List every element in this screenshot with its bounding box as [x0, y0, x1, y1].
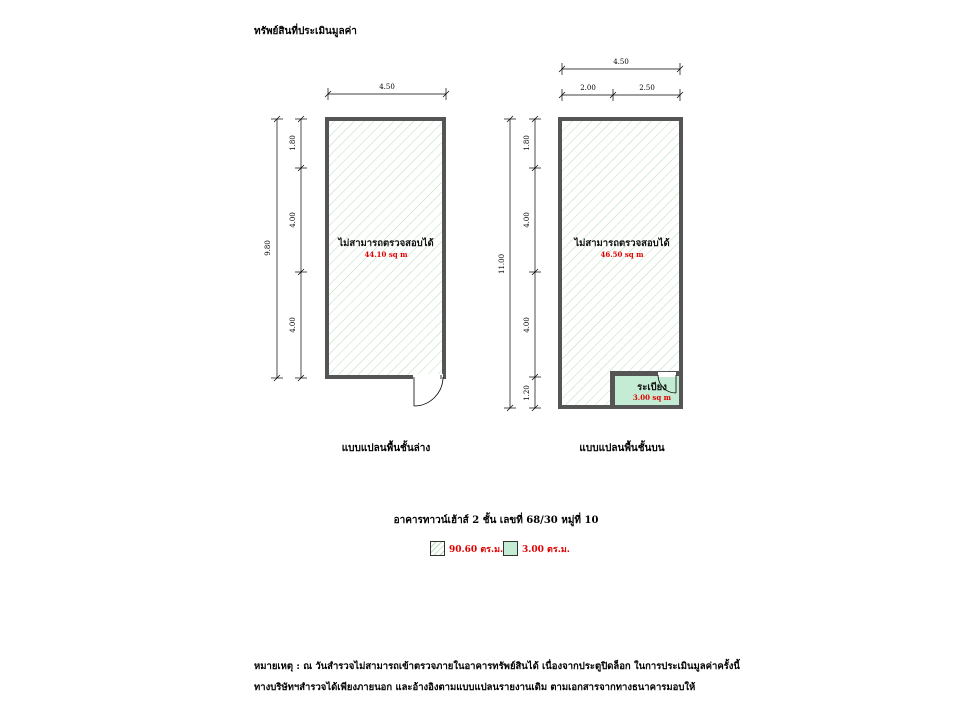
- legend-total-area: 90.60 ตร.ม.: [449, 545, 504, 555]
- balcony-area-label: 3.00 sq m: [632, 393, 672, 402]
- upper-sub-width-1-label: 2.00: [580, 84, 596, 92]
- ground-segment-3-label: 4.00: [289, 317, 297, 333]
- ground-segment-1-label: 1.80: [289, 135, 297, 151]
- ground-width-label: 4.50: [379, 83, 395, 91]
- ground-room-area: 44.10 sq m: [364, 250, 408, 259]
- note-line-2: ทางบริษัทฯสำรวจได้เพียงภายนอก และอ้างอิงตามแบบแปลนรายงานเดิม ตามเอกสารจากทางธนาคารมอบให้: [254, 682, 696, 693]
- ground-segment-dimension: [295, 116, 307, 381]
- upper-segment-2-label: 4.00: [523, 212, 531, 228]
- ground-room-label: ไม่สามารถตรวจสอบได้: [338, 238, 434, 249]
- ground-segment-2-label: 4.00: [289, 212, 297, 228]
- upper-width-label: 4.50: [613, 58, 629, 66]
- upper-total-height-label: 11.00: [498, 253, 506, 275]
- upper-segment-3-label: 4.00: [523, 317, 531, 333]
- ground-total-height-dimension: [271, 116, 283, 381]
- legend-balcony-swatch: [503, 541, 518, 556]
- ground-total-height-label: 9.80: [264, 240, 272, 256]
- upper-segment-4-label: 1.20: [523, 385, 531, 401]
- upper-floor-title: แบบแปลนพื้นชั้นบน: [579, 443, 665, 454]
- ground-floor-plan: [264, 83, 449, 406]
- ground-door-opening: [413, 374, 443, 380]
- note-line-1: หมายเหตุ : ณ วันสำรวจไม่สามารถเข้าตรวจภายในอาคารทรัพย์สินได้ เนื่องจากประตูปิดล็อก ในการประเมินมูลค่าครั้งนี้: [254, 661, 740, 672]
- legend-hatch-swatch: [430, 541, 445, 556]
- upper-segment-1-label: 1.80: [523, 135, 531, 151]
- upper-room-label: ไม่สามารถตรวจสอบได้: [574, 238, 670, 249]
- upper-floor-plan: [498, 58, 683, 411]
- building-caption: อาคารทาวน์เฮ้าส์ 2 ชั้น เลขที่ 68/30 หมู่ที่ 10: [393, 515, 599, 526]
- page-title: ทรัพย์สินที่ประเมินมูลค่า: [254, 26, 357, 37]
- upper-segment-dimension: [529, 116, 541, 411]
- upper-sub-width-dimension: [559, 89, 683, 101]
- upper-room-area: 46.50 sq m: [600, 250, 644, 259]
- upper-sub-width-2-label: 2.50: [639, 84, 655, 92]
- upper-room: [562, 121, 679, 405]
- balcony-label: ระเบียง: [637, 382, 667, 393]
- ground-floor-title: แบบแปลนพื้นชั้นล่าง: [341, 443, 431, 454]
- legend-balcony-area: 3.00 ตร.ม.: [522, 545, 570, 555]
